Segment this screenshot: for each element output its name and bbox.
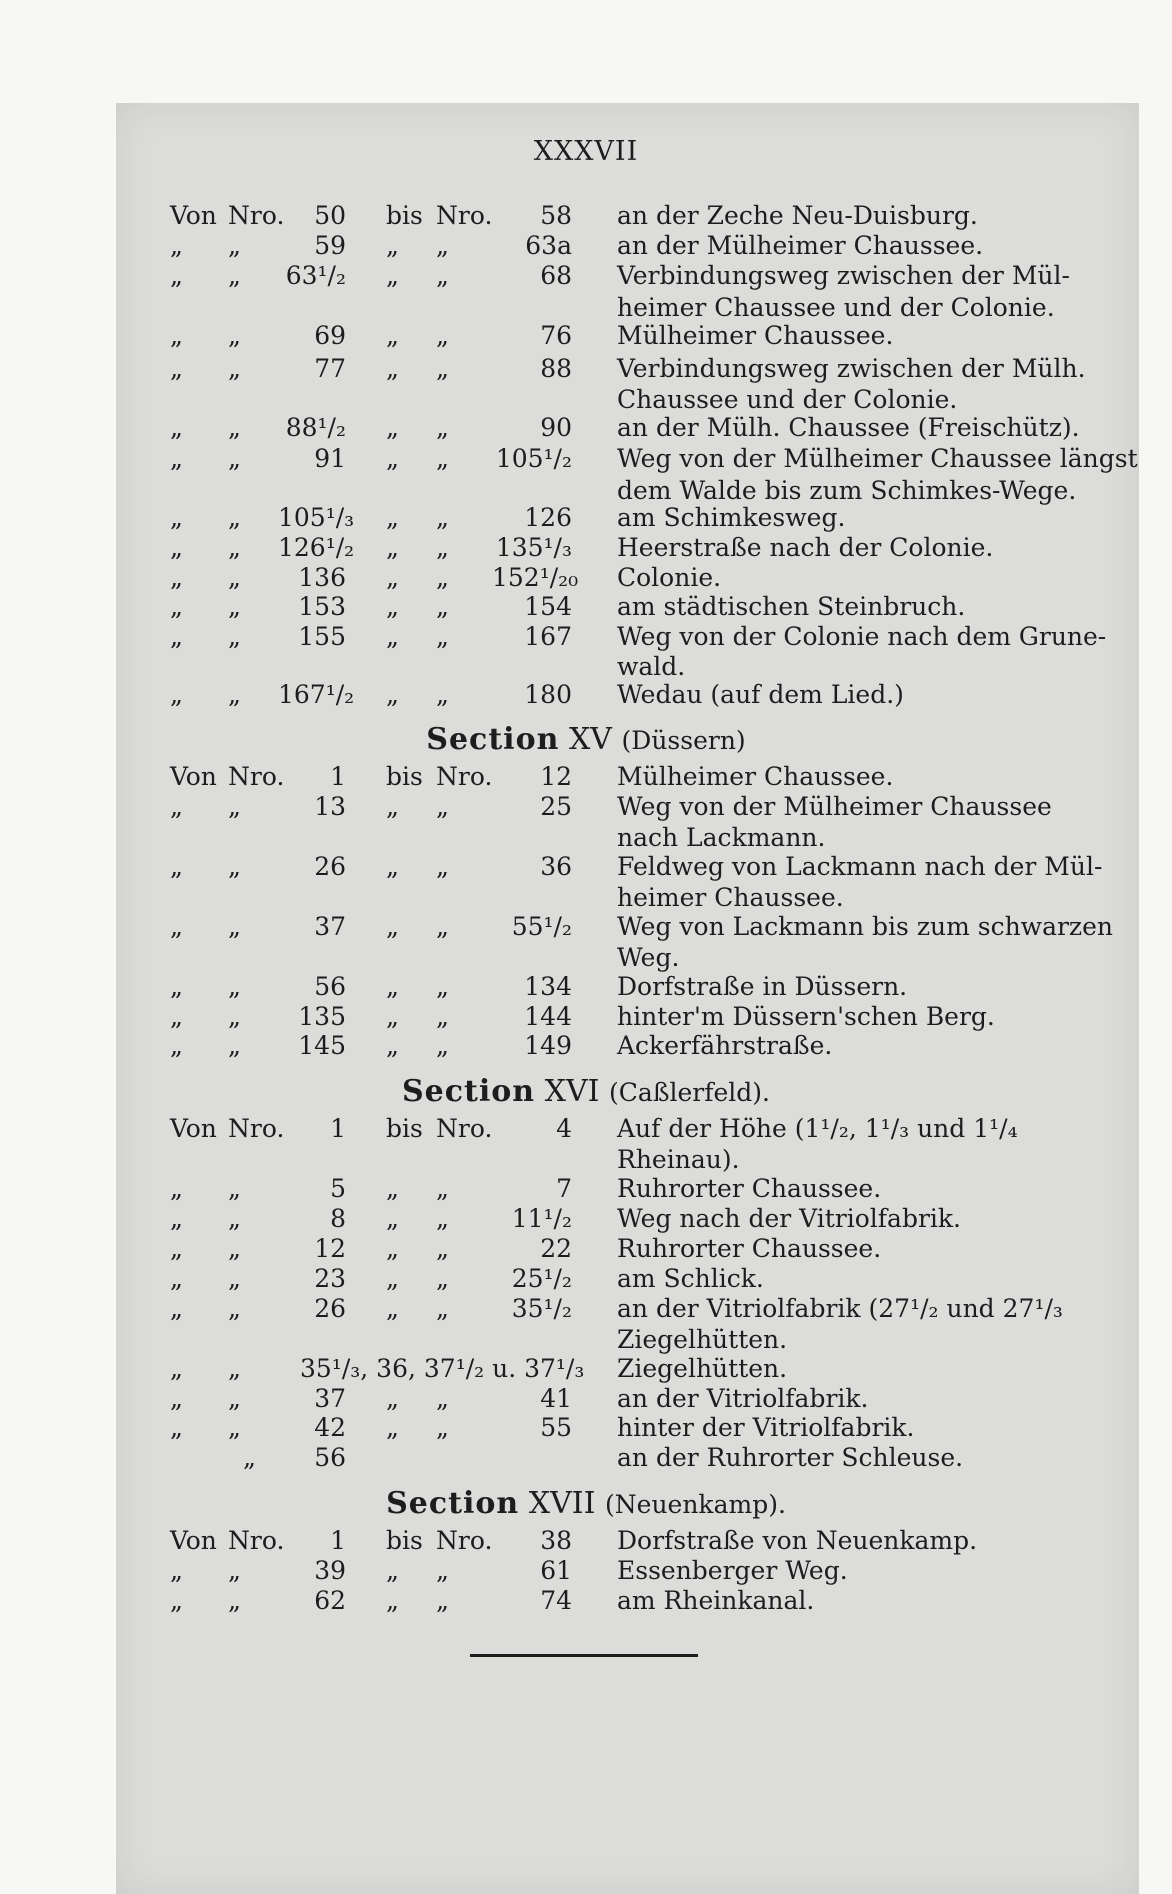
table-row: „ „ 56 „ „ 134 Dorfstraße in Düssern. — [170, 972, 908, 1001]
table-row: „ „ 69 „ „ 76 Mülheimer Chaussee. — [170, 321, 894, 350]
page-number: XXXVII — [533, 136, 639, 167]
table-row: „ „ 63¹/₂ „ „ 68 Verbindungsweg zwischen der Mül- — [170, 261, 1070, 290]
row-continuation: Rheinau). — [617, 1145, 740, 1174]
table-row: „ „ 39 „ „ 61 Essenberger Weg. — [170, 1556, 848, 1585]
table-row: „ „ 136 „ „ 152¹/₂₀ Colonie. — [170, 563, 722, 592]
closing-rule — [470, 1654, 698, 1657]
table-row: „ „ 145 „ „ 149 Ackerfährstraße. — [170, 1031, 833, 1060]
row-continuation: wald. — [617, 652, 686, 681]
table-row: „ „ 91 „ „ 105¹/₂ Weg von der Mülheimer Chaussee längst — [170, 444, 1138, 473]
table-row: Von Nro. 1 bis Nro. 4 Auf der Höhe (1¹/₂, 1¹/₃ und 1¹/₄ — [170, 1114, 1018, 1143]
table-row: „ „ 26 „ „ 36 Feldweg von Lackmann nach der Mül- — [170, 852, 1103, 881]
section-17-heading: Section XVII (Neuenkamp). — [386, 1486, 786, 1521]
table-row: Von Nro. 1 bis Nro. 12 Mülheimer Chaussee. — [170, 762, 894, 791]
table-row: „ „ 77 „ „ 88 Verbindungsweg zwischen der Mülh. — [170, 354, 1086, 383]
table-row: „ 56 an der Ruhrorter Schleuse. — [243, 1443, 964, 1472]
table-row: „ „ 126¹/₂ „ „ 135¹/₃ Heerstraße nach der Colonie. — [170, 533, 994, 562]
table-row: Von Nro. 1 bis Nro. 38 Dorfstraße von Neuenkamp. — [170, 1526, 978, 1555]
row-continuation: heimer Chaussee. — [617, 883, 844, 912]
table-row: „ „ 37 „ „ 55¹/₂ Weg von Lackmann bis zum schwarzen — [170, 912, 1113, 941]
section-15-heading: Section XV (Düssern) — [426, 722, 746, 757]
table-row: „ „ 59 „ „ 63a an der Mülheimer Chaussee. — [170, 231, 984, 260]
section-16-heading: Section XVI (Caßlerfeld). — [401, 1074, 771, 1109]
table-row: „ „ 153 „ „ 154 am städtischen Steinbruch. — [170, 592, 966, 621]
table-row: „ „ 26 „ „ 35¹/₂ an der Vitriolfabrik (27¹/₂ und 27¹/₃ — [170, 1294, 1063, 1323]
table-row: „ „ 37 „ „ 41 an der Vitriolfabrik. — [170, 1384, 869, 1413]
table-row: „ „ 8 „ „ 11¹/₂ Weg nach der Vitriolfabrik. — [170, 1204, 962, 1233]
row-continuation: Ziegelhütten. — [617, 1325, 788, 1354]
table-row: „ „ 23 „ „ 25¹/₂ am Schlick. — [170, 1264, 764, 1293]
row-continuation: nach Lackmann. — [617, 823, 826, 852]
table-row: „ „ 155 „ „ 167 Weg von der Colonie nach dem Grune- — [170, 622, 1107, 651]
table-row: „ „ 13 „ „ 25 Weg von der Mülheimer Chaussee — [170, 792, 1052, 821]
table-row: „ „ 5 „ „ 7 Ruhrorter Chaussee. — [170, 1174, 882, 1203]
row-continuation: heimer Chaussee und der Colonie. — [617, 293, 1055, 322]
table-row: Von Nro. 50 bis Nro. 58 an der Zeche Neu-Duisburg. — [170, 201, 978, 230]
row-continuation: Weg. — [617, 943, 680, 972]
row-continuation: dem Walde bis zum Schimkes-Wege. — [617, 476, 1077, 505]
table-row: „ „ 12 „ „ 22 Ruhrorter Chaussee. — [170, 1234, 882, 1263]
table-row: „ „ 167¹/₂ „ „ 180 Wedau (auf dem Lied.) — [170, 680, 904, 709]
row-continuation: Chaussee und der Colonie. — [617, 385, 958, 414]
table-row: „ „ 42 „ „ 55 hinter der Vitriolfabrik. — [170, 1413, 915, 1442]
table-row: „ „ 135 „ „ 144 hinter'm Düssern'schen Berg. — [170, 1002, 995, 1031]
table-row: „ „ 88¹/₂ „ „ 90 an der Mülh. Chaussee (Freischütz). — [170, 413, 1080, 442]
table-row: „ „ 105¹/₃ „ „ 126 am Schimkesweg. — [170, 503, 846, 532]
table-row: „ „ 35¹/₃, 36, 37¹/₂ u. 37¹/₃ Ziegelhütten. — [170, 1354, 788, 1383]
table-row: „ „ 62 „ „ 74 am Rheinkanal. — [170, 1586, 815, 1615]
